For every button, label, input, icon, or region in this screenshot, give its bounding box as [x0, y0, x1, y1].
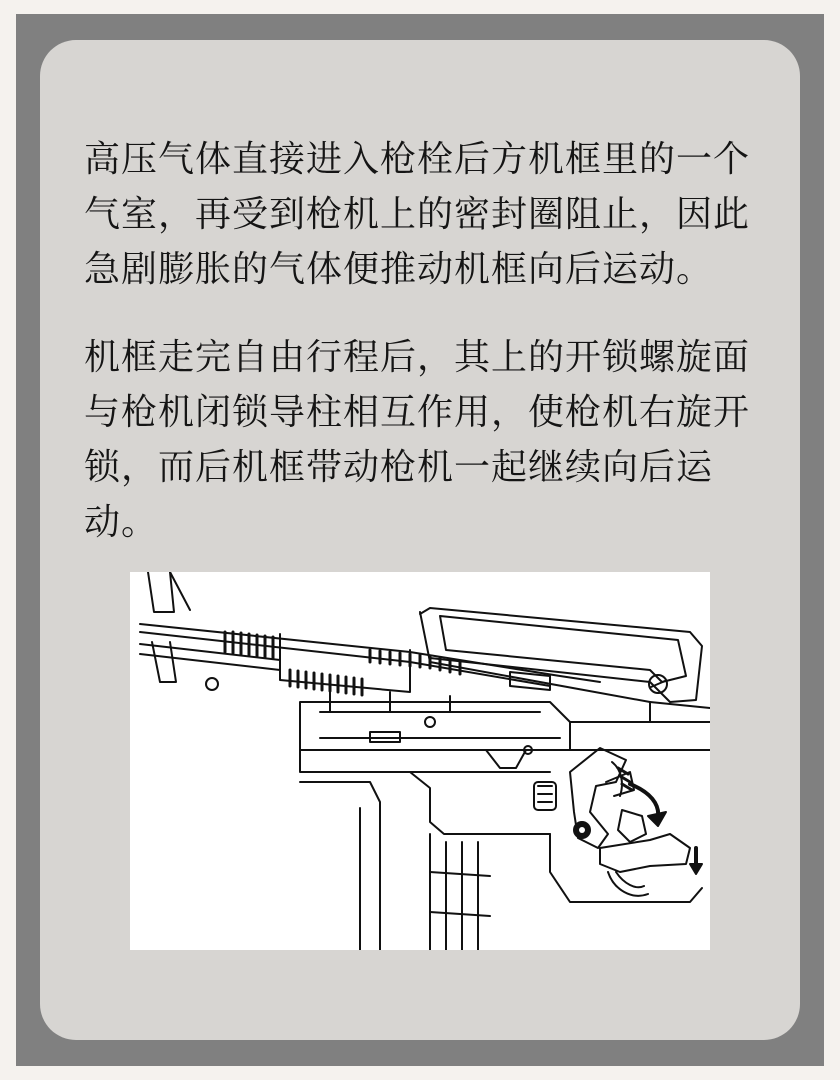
- lower-receiver: [300, 750, 550, 834]
- rifle-cutaway-drawing: [130, 572, 710, 950]
- paragraph-bolt-unlocking: 机框走完自由行程后，其上的开锁螺旋面 与枪机闭锁导柱相互作用，使枪机右旋开 锁，而后机框带动枪机一起继续向后运 动。: [84, 337, 751, 543]
- trigger-assembly: [600, 834, 690, 872]
- bolt-carrier-body: [300, 702, 570, 750]
- rifle-cutaway-illustration: [130, 572, 710, 950]
- carry-handle: [420, 608, 702, 702]
- magazine: [430, 834, 478, 950]
- paragraph-gas-operation: 高压气体直接进入枪栓后方机框里的一个 气室，再受到枪机上的密封圈阻止，因此 急剧膨胀的气体便推动机框向后运动。: [84, 139, 751, 290]
- front-sight-shape: [148, 572, 174, 612]
